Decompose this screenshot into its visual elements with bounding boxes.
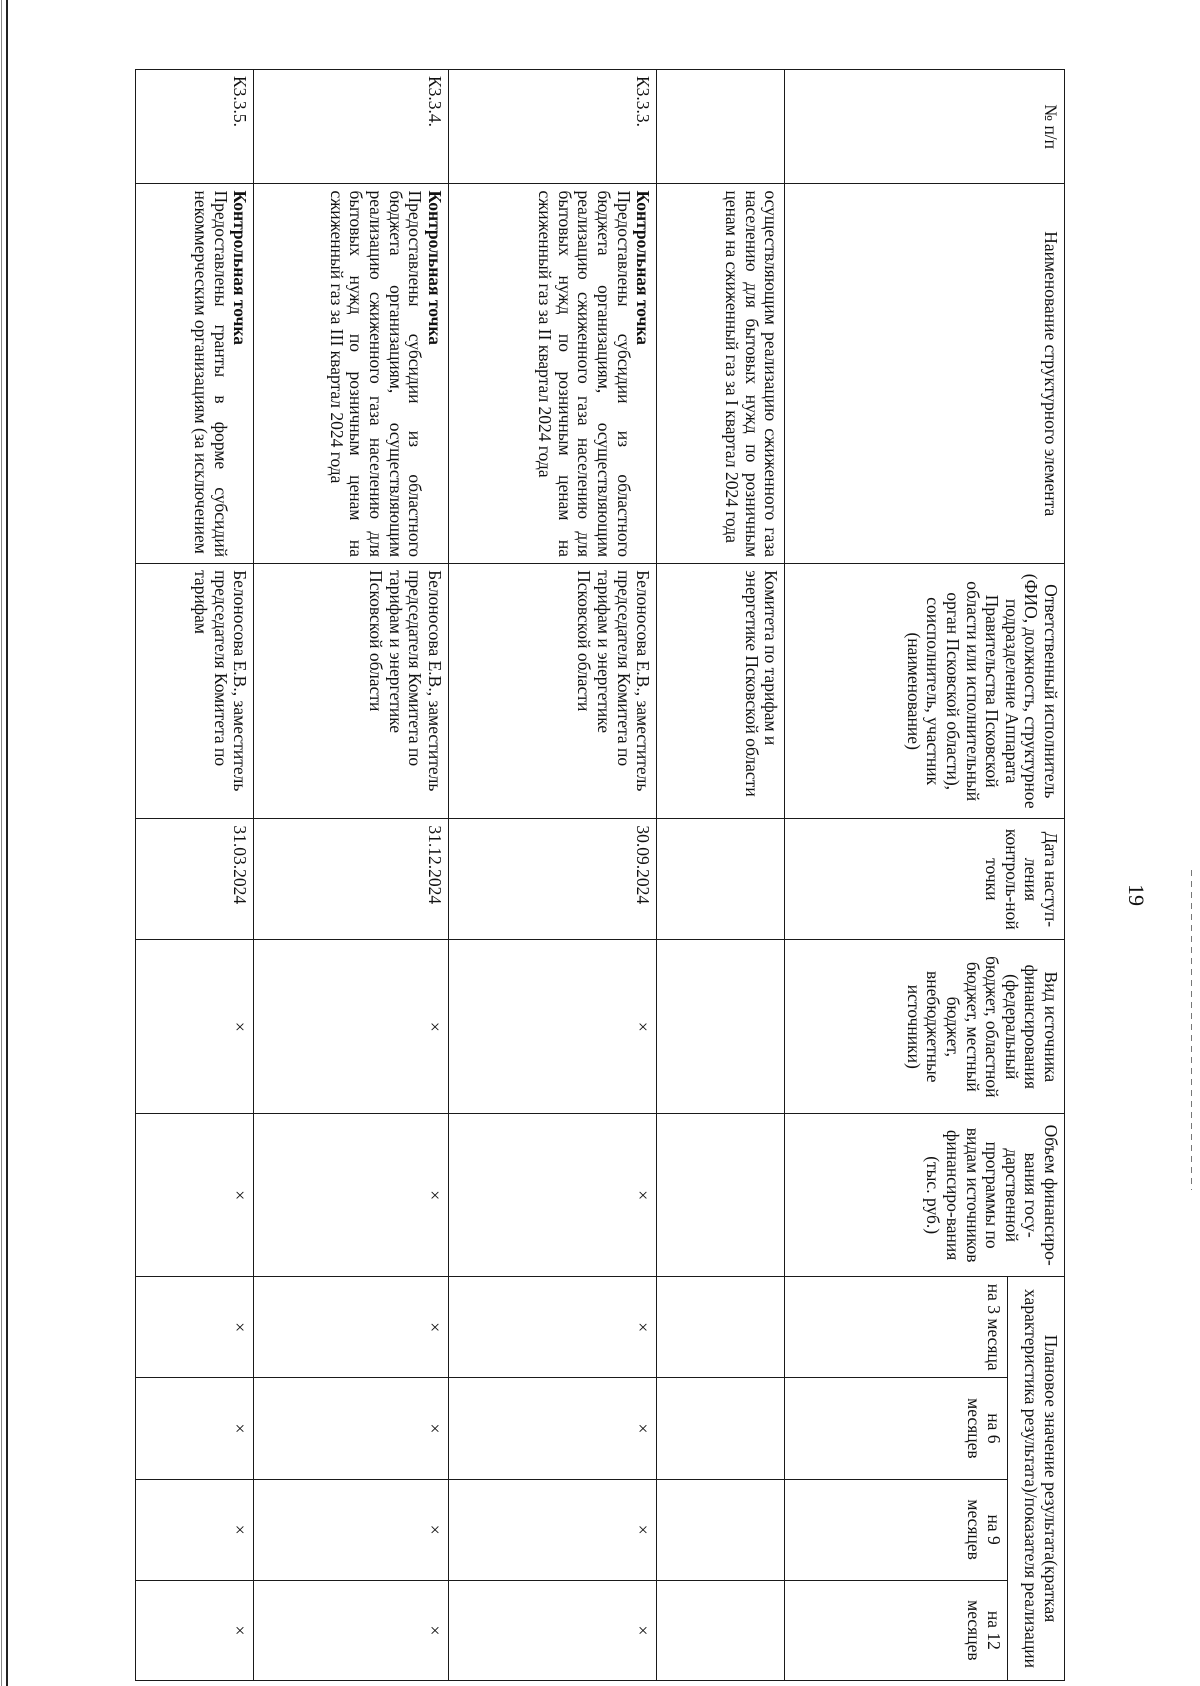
row-responsible: Белоносова Е.В., заместитель председателя Комитета по тарифам (136, 564, 255, 819)
row-m3: × (136, 1277, 255, 1378)
row-m3: × (448, 1277, 657, 1378)
row-volume: × (136, 1114, 255, 1277)
table-row (657, 70, 785, 1681)
header-m3: на 3 месяца (785, 1277, 1008, 1378)
row-date (657, 819, 785, 940)
row-m6: × (254, 1378, 448, 1479)
row-name (136, 184, 255, 564)
scan-edge (1, 0, 2, 1686)
table-row (448, 70, 657, 1681)
row-m9: × (136, 1479, 255, 1580)
row-name-text: Предоставлены гранты в форме субсидий некоммерческим организациям (за исключением (191, 190, 231, 558)
row-label: Контрольная точка (633, 190, 654, 345)
row-m12: × (136, 1580, 255, 1680)
header-name: Наименование структурного элемента (785, 184, 1065, 564)
row-m6 (657, 1378, 785, 1479)
row-responsible: Комитета по тарифам и энергетике Псковской области (657, 564, 785, 819)
control-points-table (135, 69, 1065, 1681)
row-m9 (657, 1479, 785, 1580)
header-source: Вид источника финансирования (федеральный бюджет, областной бюджет, местный бюджет, внебюджетные источники) (785, 940, 1065, 1114)
row-label: Контрольная точка (230, 190, 251, 345)
row-source (657, 940, 785, 1114)
row-m3 (657, 1277, 785, 1378)
row-name-text: Предоставлены субсидии из областного бюджета организациям, осуществляющим реализацию сжиженного газа населению для бытовых нужд по розничным ценам на сжиженный газ за II квартал 2024 года (535, 190, 634, 558)
row-responsible: Белоносова Е.В., заместитель председателя Комитета по тарифам и энергетике Псковской области (254, 564, 448, 819)
row-m6: × (448, 1378, 657, 1479)
row-num (657, 70, 785, 184)
row-source: × (448, 940, 657, 1114)
rotated-page (135, 69, 1065, 1681)
header-m6: на 6 месяцев (785, 1378, 1008, 1479)
row-date: 31.12.2024 (254, 819, 448, 940)
row-m9: × (254, 1479, 448, 1580)
row-num: К3.3.3. (448, 70, 657, 184)
header-responsible: Ответственный исполнитель (ФИО, должность, структурное подразделение Аппарата Правительства Псковской области или исполнительный орган Псковской области), соисполнитель, участник (наименование) (785, 564, 1065, 819)
row-name (448, 184, 657, 564)
row-volume (657, 1114, 785, 1277)
row-m12: × (254, 1580, 448, 1680)
page-number: 19 (1124, 884, 1149, 906)
header-row (1007, 70, 1064, 1681)
row-volume: × (254, 1114, 448, 1277)
scan-edge (6, 0, 8, 1686)
row-num: К3.3.5. (136, 70, 255, 184)
scan-artifact (1191, 870, 1192, 1190)
table-row (254, 70, 448, 1681)
row-source: × (136, 940, 255, 1114)
row-source: × (254, 940, 448, 1114)
header-plan: Плановое значение результата(краткая характеристика результата)/показателя реализации (1007, 1277, 1064, 1681)
header-date: Дата наступ-ления контроль-ной точки (785, 819, 1065, 940)
row-date: 30.09.2024 (448, 819, 657, 940)
row-m12 (657, 1580, 785, 1680)
row-num: К3.3.4. (254, 70, 448, 184)
row-m9: × (448, 1479, 657, 1580)
header-volume: Объем финансиро-вания госу-дарственной программы по видам источников финансиро-вания (тыс. руб.) (785, 1114, 1065, 1277)
row-name (657, 184, 785, 564)
row-volume: × (448, 1114, 657, 1277)
table-row (136, 70, 255, 1681)
row-label: Контрольная точка (424, 190, 445, 345)
row-name (254, 184, 448, 564)
header-num: № п/п (785, 70, 1065, 184)
row-responsible: Белоносова Е.В., заместитель председателя Комитета по тарифам и энергетике Псковской области (448, 564, 657, 819)
row-name-text: осуществляющим реализацию сжиженного газа населению для бытовых нужд по розничным ценам на сжиженный газ за I квартал 2024 года (722, 190, 782, 558)
row-name-text: Предоставлены субсидии из областного бюджета организациям, осуществляющим реализацию сжиженного газа населению для бытовых нужд по розничным ценам на сжиженный газ за III квартал 2024 года (326, 190, 426, 558)
row-date: 31.03.2024 (136, 819, 255, 940)
row-m12: × (448, 1580, 657, 1680)
header-m12: на 12 месяцев (785, 1580, 1008, 1680)
row-m3: × (254, 1277, 448, 1378)
header-m9: на 9 месяцев (785, 1479, 1008, 1580)
row-m6: × (136, 1378, 255, 1479)
